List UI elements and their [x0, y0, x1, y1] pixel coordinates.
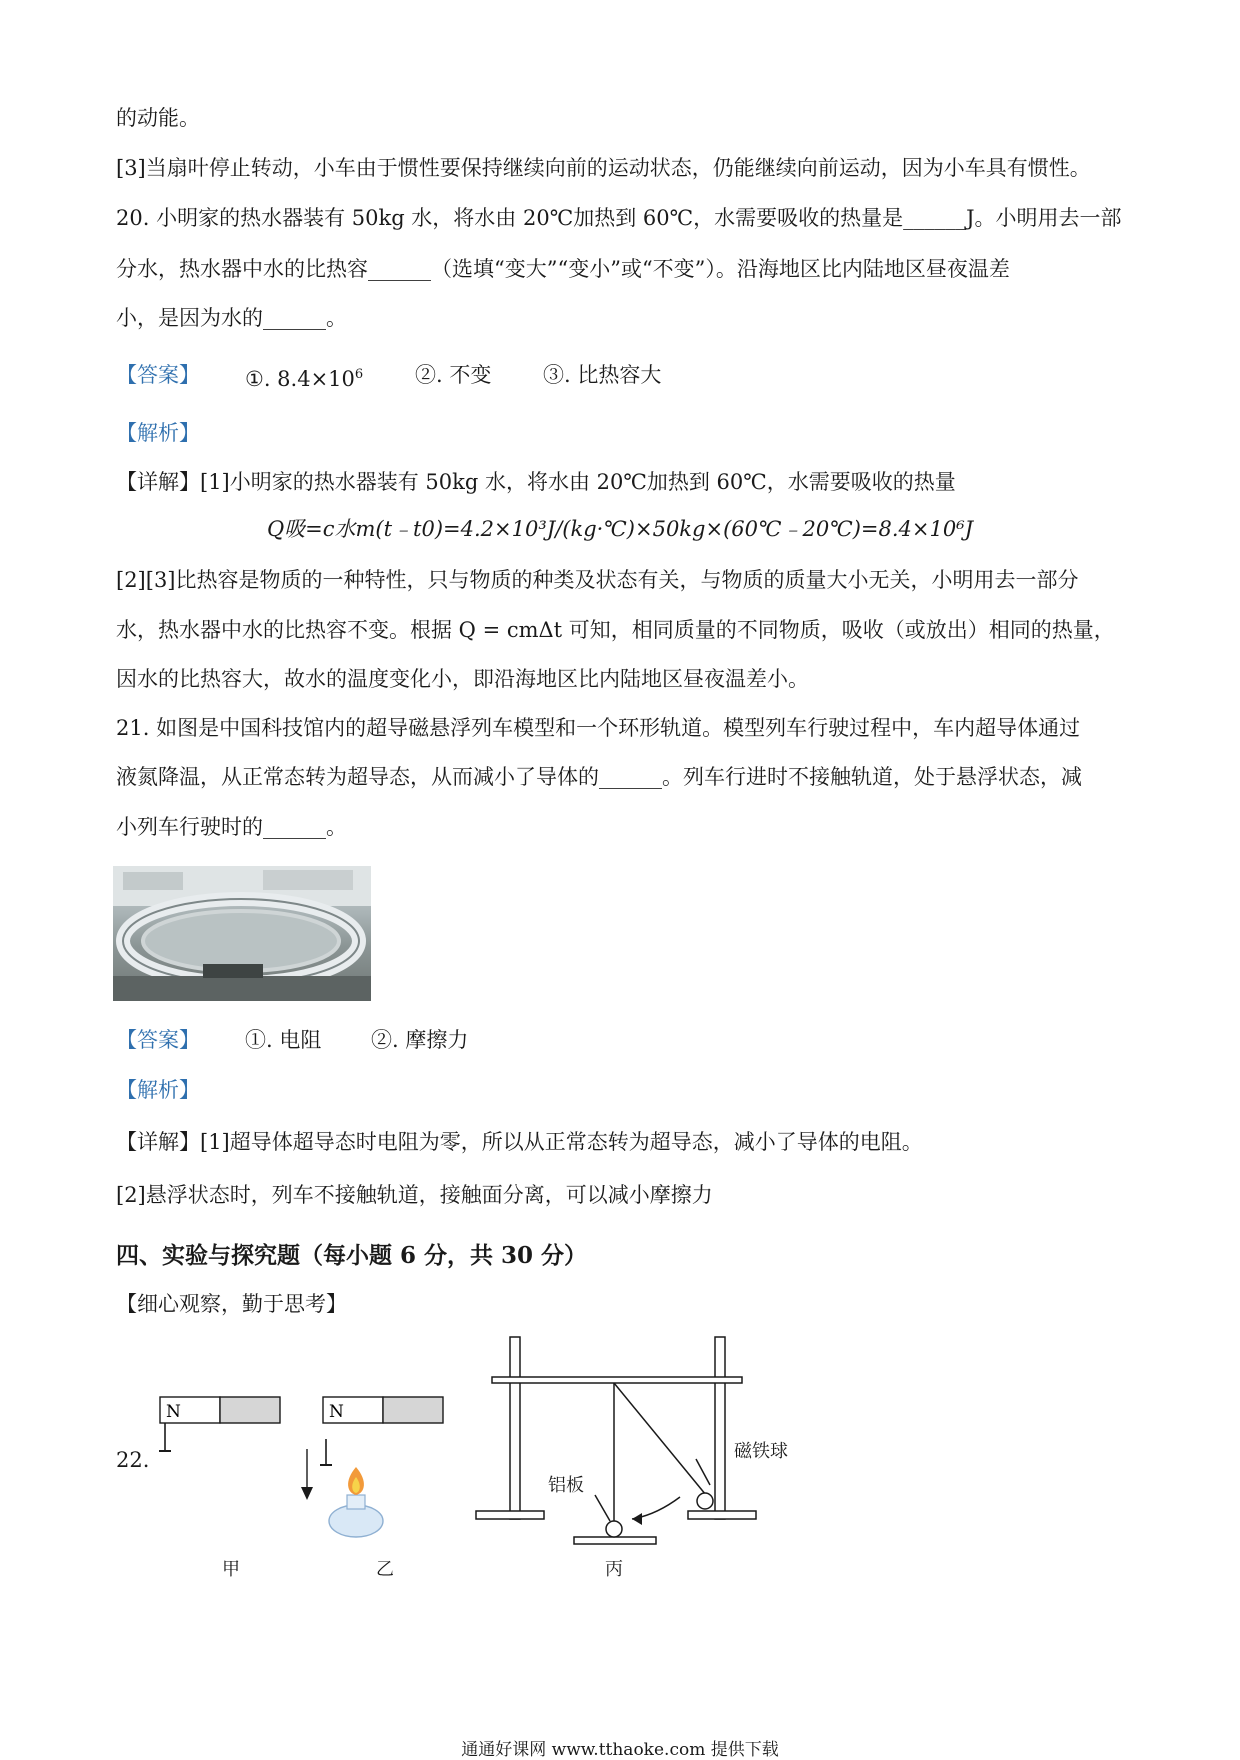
- detail-20-line4: 因水的比热容大，故水的温度变化小，即沿海地区比内陆地区昼夜温差小。: [116, 667, 809, 691]
- question-20-line1: 20. 小明家的热水器装有 50kg 水，将水由 20℃加热到 60℃，水需要吸收的热量是______J。小明用去一部: [116, 206, 1122, 230]
- label-aluminum-plate: 铝板: [548, 1475, 584, 1496]
- magnet-yi: [301, 1397, 443, 1500]
- label-bing: 丙: [605, 1559, 623, 1580]
- detail-21-line2: [2]悬浮状态时，列车不接触轨道，接触面分离，可以减小摩擦力: [116, 1183, 713, 1207]
- analysis-20-label: 【解析】: [116, 421, 200, 445]
- answer-20-item1-text: ①. 8.4×10: [245, 367, 355, 391]
- answer-20-item1-sup: 6: [354, 367, 364, 382]
- detail-21-line1: 【详解】[1]超导体超导态时电阻为零，所以从正常态转为超导态，减小了导体的电阻。: [116, 1130, 923, 1154]
- subheading: 【细心观察，勤于思考】: [116, 1292, 347, 1316]
- magnet-jia: [159, 1397, 280, 1451]
- answer-21-item2: ②. 摩擦力: [371, 1028, 469, 1052]
- maglev-track-photo: [113, 866, 371, 1001]
- answer-20-item1: [245, 360, 363, 394]
- analysis-21-label: 【解析】: [116, 1078, 200, 1102]
- question-20-line3: 小，是因为水的______。: [116, 306, 347, 330]
- maglev-photo-drawing: [113, 866, 371, 1001]
- detail-20-line1: 【详解】[1]小明家的热水器装有 50kg 水，将水由 20℃加热到 60℃，水需要吸收的热量: [116, 470, 956, 494]
- answer-20-item3: ③. 比热容大: [543, 363, 662, 387]
- experiment-diagram: [140, 1325, 1080, 1585]
- question-20-line2: 分水，热水器中水的比热容______（选填“变大”“变小”或“不变”）。沿海地区比内陆地区昼夜温差: [116, 257, 1010, 281]
- answer-21-item1: ①. 电阻: [245, 1028, 322, 1052]
- question-21-line1: 21. 如图是中国科技馆内的超导磁悬浮列车模型和一个环形轨道。模型列车行驶过程中，车内超导体通过: [116, 716, 1081, 740]
- question-22-number: 22.: [116, 1448, 150, 1472]
- question-21-line2: 液氮降温，从正常态转为超导态，从而减小了导体的______。列车行进时不接触轨道，处于悬浮状态，减: [116, 765, 1082, 789]
- label-jia: 甲: [222, 1559, 240, 1580]
- label-ball: 磁铁球: [734, 1441, 788, 1462]
- section-4-heading: 四、实验与探究题（每小题 6 分，共 30 分）: [116, 1242, 588, 1269]
- line-l1: 的动能。: [116, 106, 200, 130]
- answer-20-item2: ②. 不变: [415, 363, 492, 387]
- label-yi: 乙: [376, 1559, 394, 1580]
- answer-21-label: 【答案】: [116, 1028, 200, 1052]
- question-21-line3: 小列车行驶时的______。: [116, 815, 347, 839]
- line-l2: [3]当扇叶停止转动，小车由于惯性要保持继续向前的运动状态，仍能继续向前运动，因为小车具有惯性。: [116, 156, 1091, 180]
- detail-20-line3: 水，热水器中水的比热容不变。根据 Q = cmΔt 可知，相同质量的不同物质，吸收（或放出）相同的热量，: [116, 618, 1115, 642]
- swing-arrowhead: [632, 1513, 642, 1525]
- formula-20: Q吸=c水m(t﹣t0)=4.2×10³J/(kg·℃)×50kg×(60℃﹣20℃)=8.4×10⁶J: [266, 517, 974, 541]
- page-footer: 通通好课网 www.tthaoke.com 提供下载: [461, 1740, 779, 1760]
- magnet-jia-pole: N: [166, 1402, 181, 1422]
- experiment-diagram-svg: [140, 1325, 1080, 1585]
- magnet-yi-pole: N: [329, 1402, 344, 1422]
- detail-20-line2: [2][3]比热容是物质的一种特性，只与物质的种类及状态有关，与物质的质量大小无关，小明用去一部分: [116, 568, 1079, 592]
- alcohol-lamp: [329, 1467, 383, 1537]
- stand-bing: [476, 1337, 756, 1544]
- answer-20-label: 【答案】: [116, 363, 200, 387]
